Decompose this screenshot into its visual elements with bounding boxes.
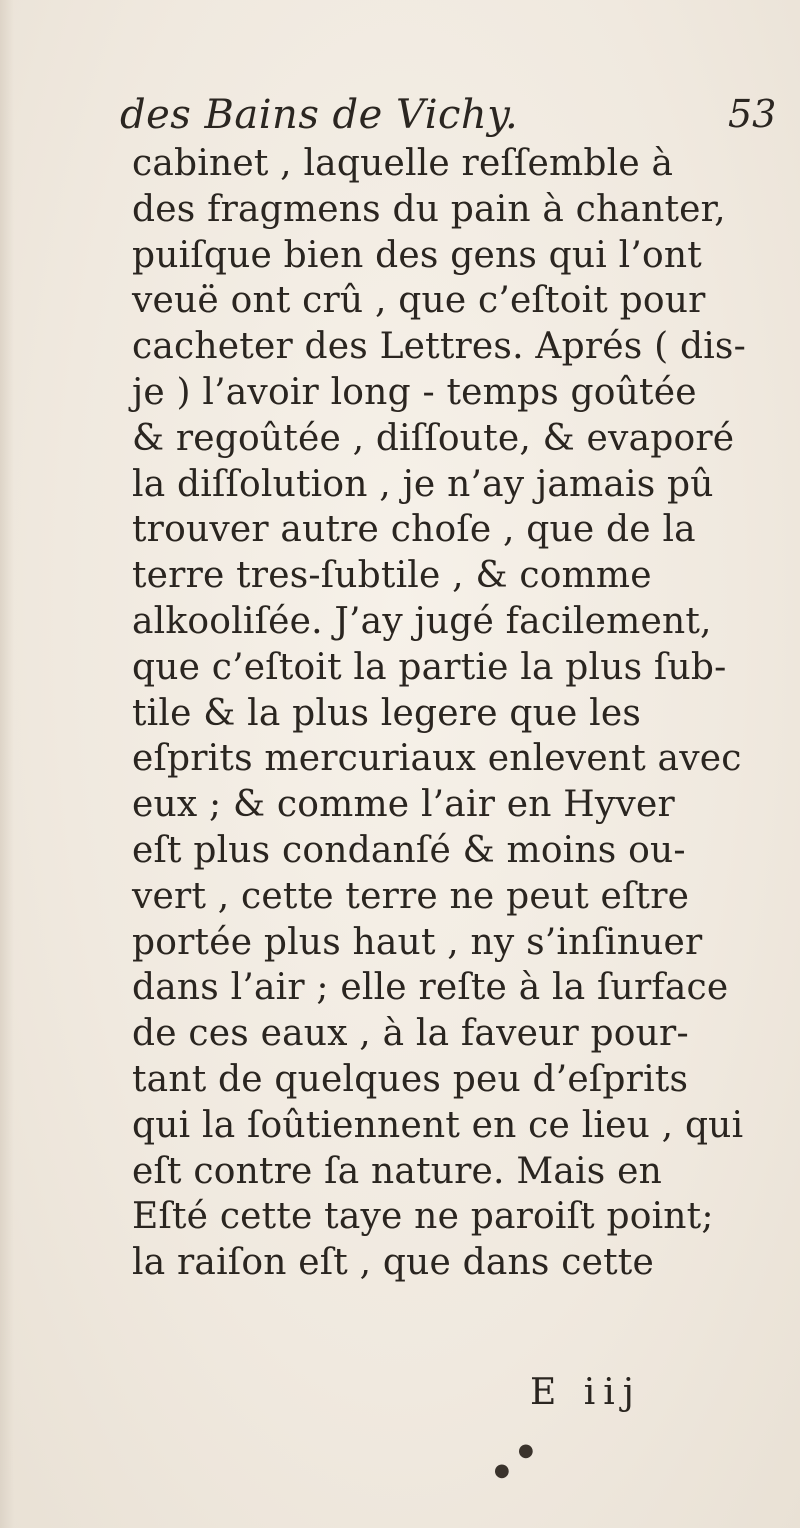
gutter-shadow xyxy=(0,0,14,1528)
text-line: eſt contre ſa nature. Mais en xyxy=(132,1150,662,1192)
ink-speck: ● xyxy=(518,1440,534,1461)
text-line: eux ; & comme l’air en Hyver xyxy=(132,784,675,826)
text-line: cacheter des Lettres. Aprés ( dis- xyxy=(132,326,746,368)
body-text xyxy=(132,141,800,1286)
page-number: 53 xyxy=(728,92,777,136)
text-line: portée plus haut , ny s’inſinuer xyxy=(132,921,703,963)
text-line: terre tres-ſubtile , & comme xyxy=(132,555,652,597)
text-line: de ces eaux , à la faveur pour- xyxy=(132,1013,689,1055)
text-line: je ) l’avoir long - temps goûtée xyxy=(132,371,697,413)
text-line: qui la ſoûtiennent en ce lieu , qui xyxy=(132,1104,744,1146)
text-line: la raiſon eſt , que dans cette xyxy=(132,1242,654,1284)
text-line: Eſté cette taye ne paroiſt point; xyxy=(132,1196,714,1238)
text-line: trouver autre choſe , que de la xyxy=(132,509,696,551)
text-line: & regoûtée , diſſoute, & evaporé xyxy=(132,417,735,459)
text-line: eſt plus condanſé & moins ou- xyxy=(132,829,686,871)
running-title: des Bains de Vichy. xyxy=(120,92,519,138)
text-line: alkooliſée. J’ay jugé facilement, xyxy=(132,600,712,642)
text-line: eſprits mercuriaux enlevent avec xyxy=(132,738,742,780)
text-line: dans l’air ; elle reſte à la ſurface xyxy=(132,967,729,1009)
text-line: tant de quelques peu d’eſprits xyxy=(132,1058,689,1100)
text-line: vert , cette terre ne peut eſtre xyxy=(132,875,690,917)
text-line: tile & la plus legere que les xyxy=(132,692,642,734)
text-line: puiſque bien des gens qui l’ont xyxy=(132,234,702,276)
page-header xyxy=(0,92,800,144)
text-line: la diſſolution , je n’ay jamais pû xyxy=(132,463,714,505)
ink-speck: ● xyxy=(494,1460,510,1481)
text-line: que c’eſtoit la partie la plus ſub- xyxy=(132,646,727,688)
text-line: cabinet , laquelle reſſemble à xyxy=(132,143,674,184)
text-line: veuë ont crû , que c’eſtoit pour xyxy=(132,280,706,322)
text-line: des fragmens du pain à chanter, xyxy=(132,188,726,230)
signature-mark: E iij xyxy=(530,1372,642,1413)
